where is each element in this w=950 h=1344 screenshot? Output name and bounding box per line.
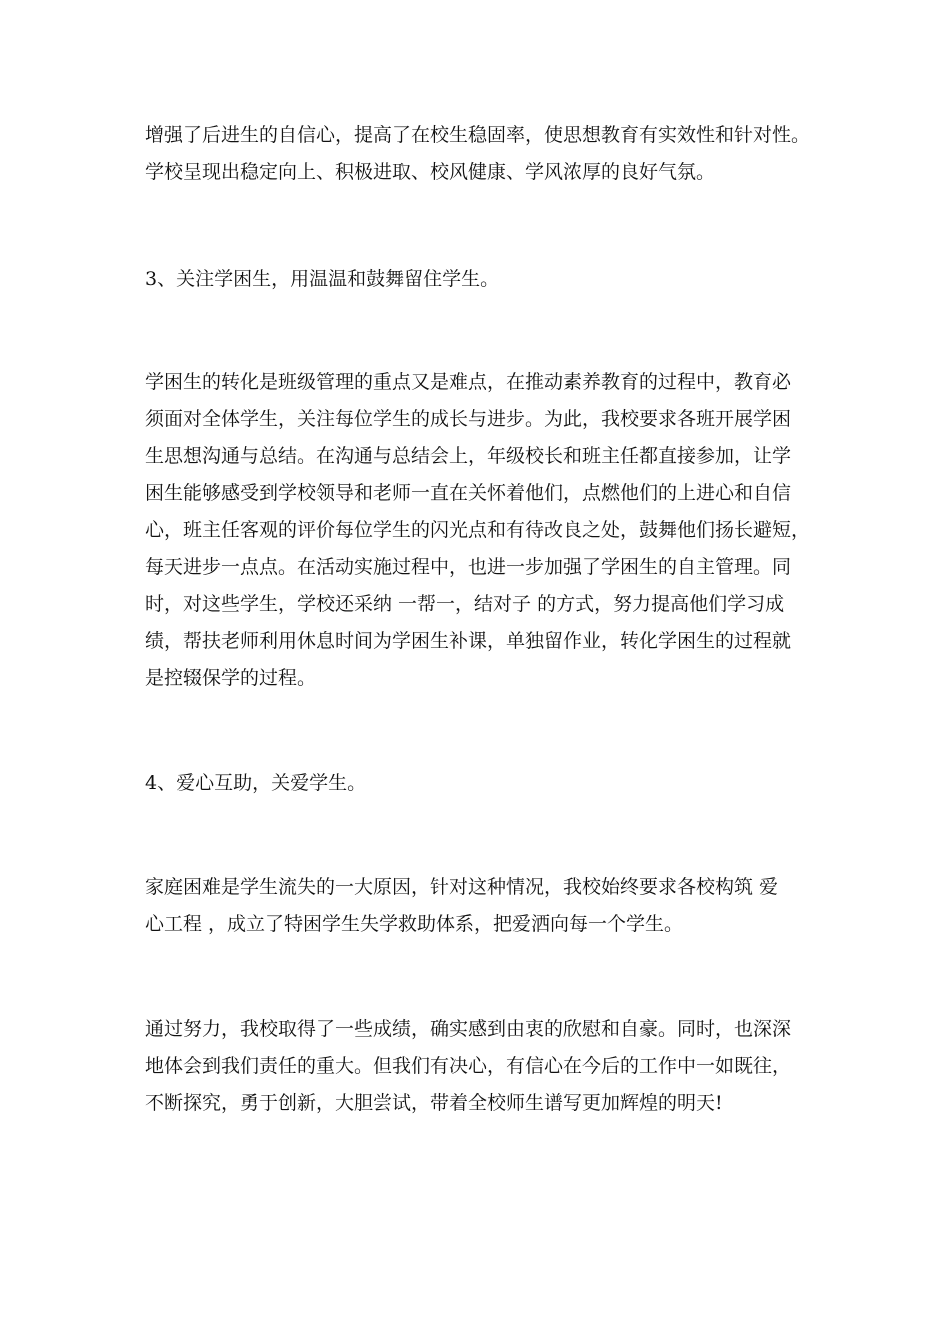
paragraph-line: 通过努力，我校取得了一些成绩，确实感到由衷的欣慰和自豪。同时，也深深: [145, 1018, 792, 1040]
paragraph-line: 地体会到我们责任的重大。但我们有决心，有信心在今后的工作中一如既往，: [145, 1055, 792, 1077]
paragraph-line: 学校呈现出稳定向上、积极进取、校风健康、学风浓厚的良好气氛。: [145, 161, 716, 183]
paragraph-line: 不断探究，勇于创新，大胆尝试，带着全校师生谱写更加辉煌的明天!: [145, 1092, 723, 1114]
paragraph-line: 生思想沟通与总结。在沟通与总结会上，年级校长和班主任都直接参加，让学: [145, 445, 792, 467]
paragraph-line: 是控辍保学的过程。: [145, 667, 317, 689]
paragraph-line: 时，对这些学生，学校还采纳 一帮一，结对子 的方式，努力提高他们学习成: [145, 593, 785, 615]
paragraph-line: 每天进步一点点。在活动实施过程中，也进一步加强了学困生的自主管理。同: [145, 556, 792, 578]
paragraph-line: 绩，帮扶老师利用休息时间为学困生补课，单独留作业，转化学困生的过程就: [145, 630, 792, 652]
paragraph-line: 困生能够感受到学校领导和老师一直在关怀着他们，点燃他们的上进心和自信: [145, 482, 792, 504]
paragraph-line: 家庭困难是学生流失的一大原因，针对这种情况，我校始终要求各校构筑 爱: [145, 876, 779, 898]
paragraph-line: 心工程 ，成立了特困学生失学救助体系，把爱洒向每一个学生。: [145, 913, 684, 935]
paragraph-line: 心，班主任客观的评价每位学生的闪光点和有待改良之处，鼓舞他们扬长避短，: [145, 519, 811, 541]
paragraph-line: 增强了后进生的自信心，提高了在校生稳固率，使思想教育有实效性和针对性。: [145, 124, 811, 146]
paragraph-line: 须面对全体学生，关注每位学生的成长与进步。为此，我校要求各班开展学困: [145, 408, 792, 430]
section-heading: 4、爱心互助，关爱学生。: [145, 772, 367, 794]
paragraph-line: 学困生的转化是班级管理的重点又是难点，在推动素养教育的过程中，教育必: [145, 371, 792, 393]
section-heading: 3、关注学困生，用温温和鼓舞留住学生。: [145, 268, 500, 290]
